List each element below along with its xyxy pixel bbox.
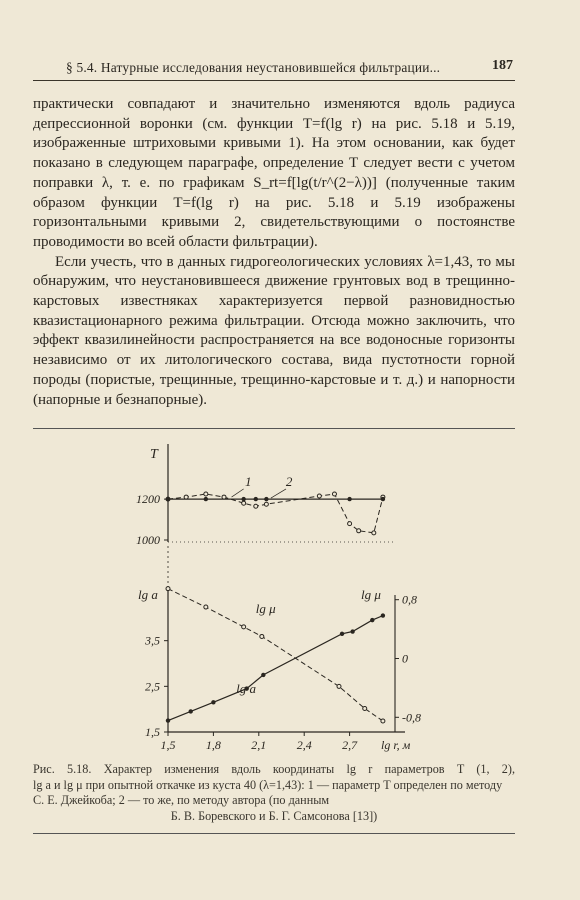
bottom-right-tick-label: 0	[402, 651, 408, 666]
series-2-point	[241, 497, 245, 501]
series-1-point	[204, 492, 208, 496]
lg-a-point	[370, 618, 374, 622]
series-1-point	[372, 531, 376, 535]
annotation-2: 2	[285, 473, 293, 489]
series-2-point	[347, 497, 351, 501]
figure-chart	[0, 430, 580, 760]
series-1-point	[317, 494, 321, 498]
series-2-point	[254, 497, 258, 501]
series-1-point	[242, 501, 246, 505]
lg-mu-point	[363, 706, 367, 710]
caption-line-1: Рис. 5.18. Характер изменения вдоль координаты lg r параметров T (1, 2),	[33, 762, 515, 776]
series-2-point	[166, 497, 170, 501]
annotation-1-leader	[232, 489, 244, 497]
bottom-right-tick-label: -0,8	[402, 710, 421, 725]
bottom-left-tick-label: 3,5	[145, 633, 160, 648]
lg-a-point	[340, 632, 344, 636]
x-tick-label: 2,7	[342, 738, 358, 752]
bottom-left-tick-label: 2,5	[145, 679, 160, 694]
figure-bottom-rule	[33, 833, 515, 834]
top-y-tick-label: 1200	[136, 492, 160, 507]
x-tick-label: 2,4	[296, 738, 312, 752]
lg-mu-point	[242, 625, 246, 629]
annotation-2-leader	[271, 489, 286, 498]
figure-caption	[33, 762, 515, 824]
paragraph-2: Если учесть, что в данных гидрогеологических условиях λ=1,43, то мы обнаружим, что неустановившееся движение грунтовых вод в трещинно-карстовых известняках характеризуется первой разновидностью квазистационарного режима фильтрации. Отсюда можно заключить, что эффект квазилинейности распространяется на все водоносные горизонты независимо от их литологического состава, вида пустотности горной породы (пористые, трещинные, трещинно-карстовые и т. д.) и напорности (напорные и безнапорные).	[33, 253, 515, 408]
annotation-1: 1	[244, 473, 252, 489]
series-2-point	[204, 497, 208, 501]
lg-mu-point	[166, 587, 170, 591]
lg-mu-point	[260, 634, 264, 638]
lg-a-point	[350, 629, 354, 633]
lg-a-point	[261, 673, 265, 677]
top-y-axis-label: T	[150, 447, 158, 462]
top-y-tick-label: 1000	[136, 533, 160, 547]
x-tick-label: 2,1	[251, 738, 267, 752]
bottom-right-tick-label: 0,8	[402, 592, 417, 607]
lg-a-point	[381, 613, 385, 617]
x-tick-label: 1,8	[205, 738, 221, 752]
body-text	[33, 95, 515, 410]
bottom-right-y-label: lg μ	[361, 587, 381, 602]
running-header	[33, 56, 515, 81]
page-number: 187	[492, 58, 513, 73]
series-2-point	[381, 497, 385, 501]
paragraph-1: практически совпадают и значительно изменяются вдоль радиуса депрессионной воронки (см. функции T=f(lg r) на рис. 5.18 и 5.19, изображенные штриховыми кривыми 1). На этом основании, как будет показано в следующем параграфе, определение T следует вести с учетом поправки λ, т. е. по графикам S_rt=f[lg(t/r^(2−λ))] (полученные таким образом функции T=f(lg r) на рис. 5.18 и 5.19 изображены горизонтальными кривыми 2, свидетельствующими о постоянстве проводимости во всей области фильтрации).	[33, 96, 515, 250]
bottom-left-tick-label: 1,5	[145, 725, 160, 739]
lg-a-point	[211, 700, 215, 704]
lg-mu-point	[381, 719, 385, 723]
running-header-title: § 5.4. Натурные исследования неустановившейся фильтрации...	[66, 60, 441, 75]
lg-a-series-label: lg a	[236, 681, 256, 697]
series-1-point	[254, 504, 258, 508]
series-2-point	[264, 497, 268, 501]
series-1-point	[264, 502, 268, 506]
figure-5-18	[0, 430, 580, 760]
caption-line-3: Б. В. Боревского и Б. Г. Самсонова [13])	[170, 808, 378, 823]
series-1-point	[348, 522, 352, 526]
lg-mu-point	[337, 684, 341, 688]
figure-top-rule	[33, 428, 515, 429]
x-axis-label: lg r, м	[381, 738, 411, 752]
lg-a-point	[166, 718, 170, 722]
x-tick-label: 1,5	[160, 738, 176, 752]
caption-line-2: lg a и lg μ при опытной откачке из куста 40 (λ=1,43): 1 — параметр T определен по методу С. Е. Джейкоба; 2 — то же, по методу автора (по данным	[33, 777, 503, 807]
bottom-left-y-label: lg a	[138, 587, 158, 602]
lg-mu-series-label: lg μ	[255, 600, 276, 616]
lg-a-point	[189, 709, 193, 713]
series-1-point	[357, 529, 361, 533]
lg-mu-point	[204, 605, 208, 609]
series-1-point	[332, 492, 336, 496]
